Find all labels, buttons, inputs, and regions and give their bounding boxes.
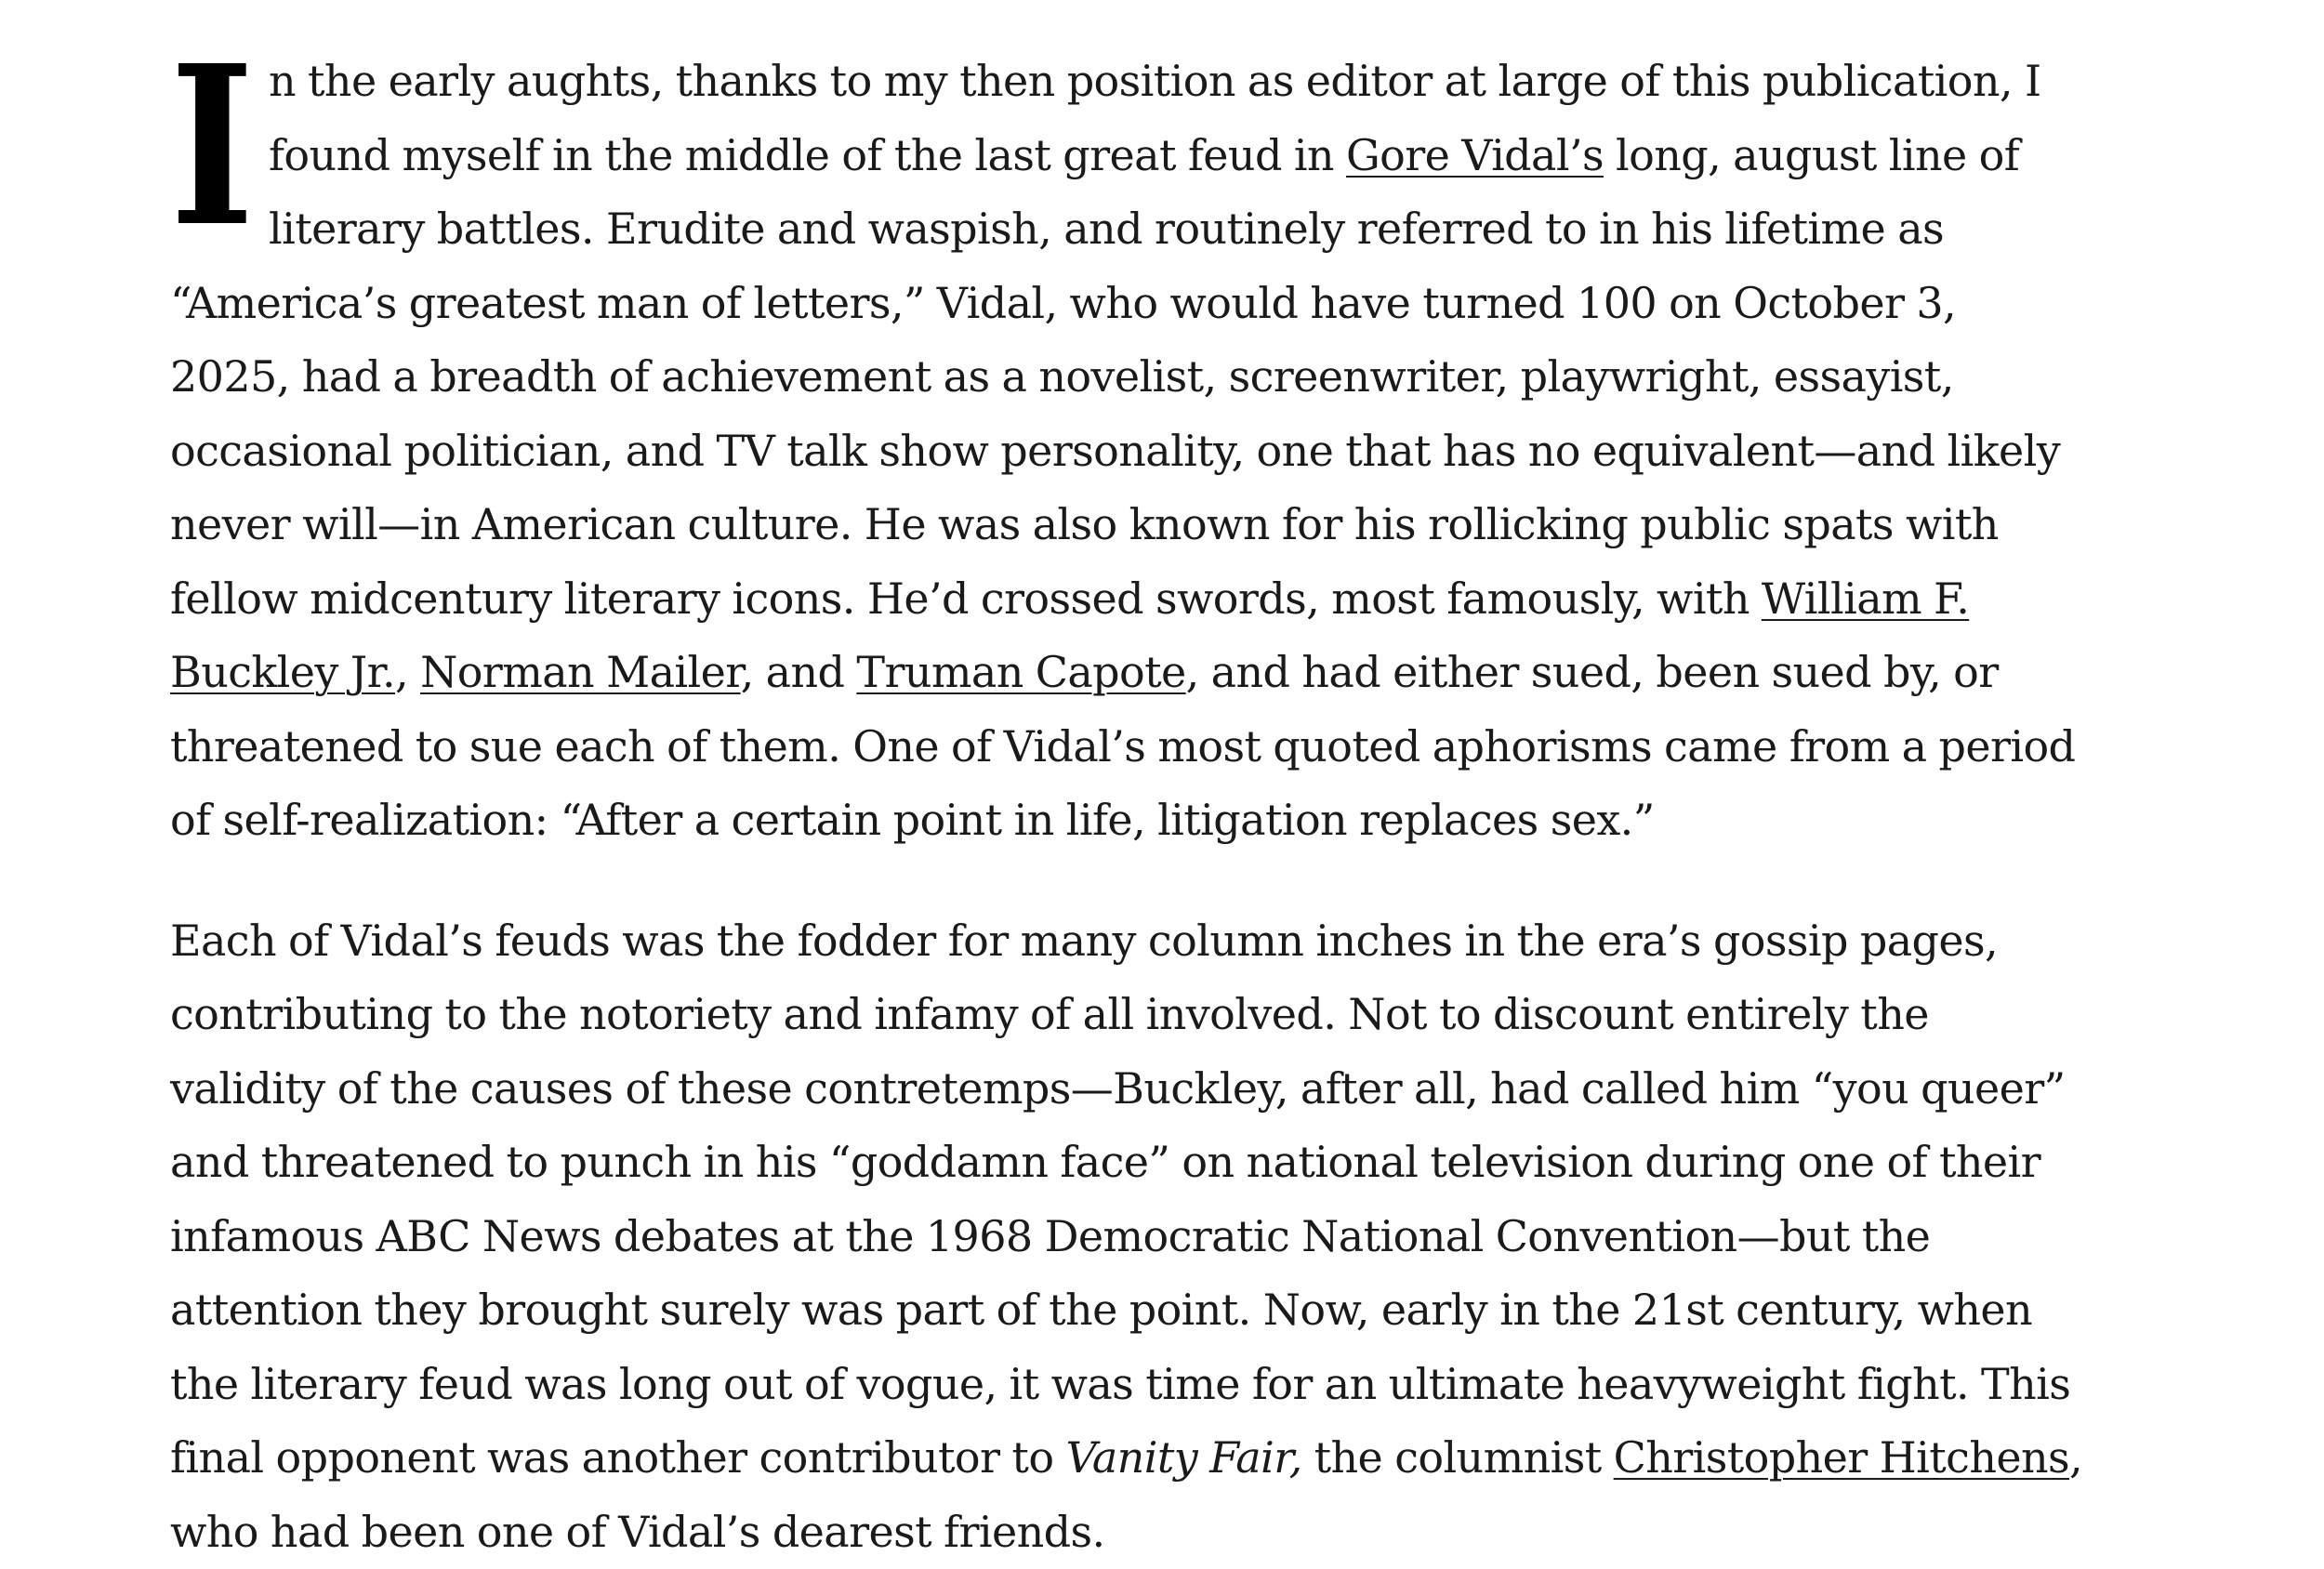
link-gore-vidal[interactable]: Gore Vidal’s xyxy=(1346,130,1604,180)
link-truman-capote[interactable]: Truman Capote xyxy=(856,647,1185,697)
paragraph-1-text-b: long, august line of literary battles. Erudite and waspish, and routinely referred to in his lifetime as “America’s greatest man of letters,” Vidal, who would have turned 100 on October 3, 2025, had a breadth of achievement as a novelist, screenwriter, playwright, essayist, occasional politician, and TV talk show personality, one that has no equivalent—and likely never will—in American culture. He was also known for his rollicking public spats with fellow midcentury literary icons. He’d crossed swords, most famously, with xyxy=(170,130,2060,624)
paragraph-1-text-a: n the early aughts, thanks to my then position as editor at large of this publication, I found myself in the middle of the last great feud in xyxy=(269,56,2041,180)
paragraph-2 xyxy=(170,904,2085,1569)
link-christopher-hitchens[interactable]: Christopher Hitchens xyxy=(1614,1432,2069,1483)
paragraph-2-text-b: the columnist xyxy=(1302,1432,1614,1483)
drop-cap: I xyxy=(170,58,231,257)
paragraph-1-separator-b: , and xyxy=(741,647,857,697)
paragraph-2-text-c: , who had been one of Vidal’s dearest friends. xyxy=(170,1432,2082,1557)
paragraph-1-text-c: , and had either sued, been sued by, or threatened to sue each of them. One of Vidal’s most quoted aphorisms came from a period of self-realization: “After a certain point in life, litigation replaces sex.” xyxy=(170,647,2075,845)
link-norman-mailer[interactable]: Norman Mailer xyxy=(420,647,741,697)
article-body xyxy=(170,45,2085,1569)
paragraph-2-text-a: Each of Vidal’s feuds was the fodder for many column inches in the era’s gossip pages, contributing to the notoriety and infamy of all involved. Not to discount entirely the validity of the causes of these contretemps—Buckley, after all, had called him “you queer” and threatened to punch in his “goddamn face” on national television during one of their infamous ABC News debates at the 1968 Democratic National Convention—but the attention they brought surely was part of the point. Now, early in the 21st century, when the literary feud was long out of vogue, it was time for an ultimate heavyweight fight. This final opponent was another contributor to xyxy=(170,916,2070,1483)
publication-title: Vanity Fair, xyxy=(1065,1432,1301,1483)
link-william-f-buckley-jr[interactable]: William F. Buckley Jr. xyxy=(170,574,1969,698)
paragraph-1-separator-a: , xyxy=(395,647,420,697)
paragraph-1 xyxy=(170,45,2085,858)
